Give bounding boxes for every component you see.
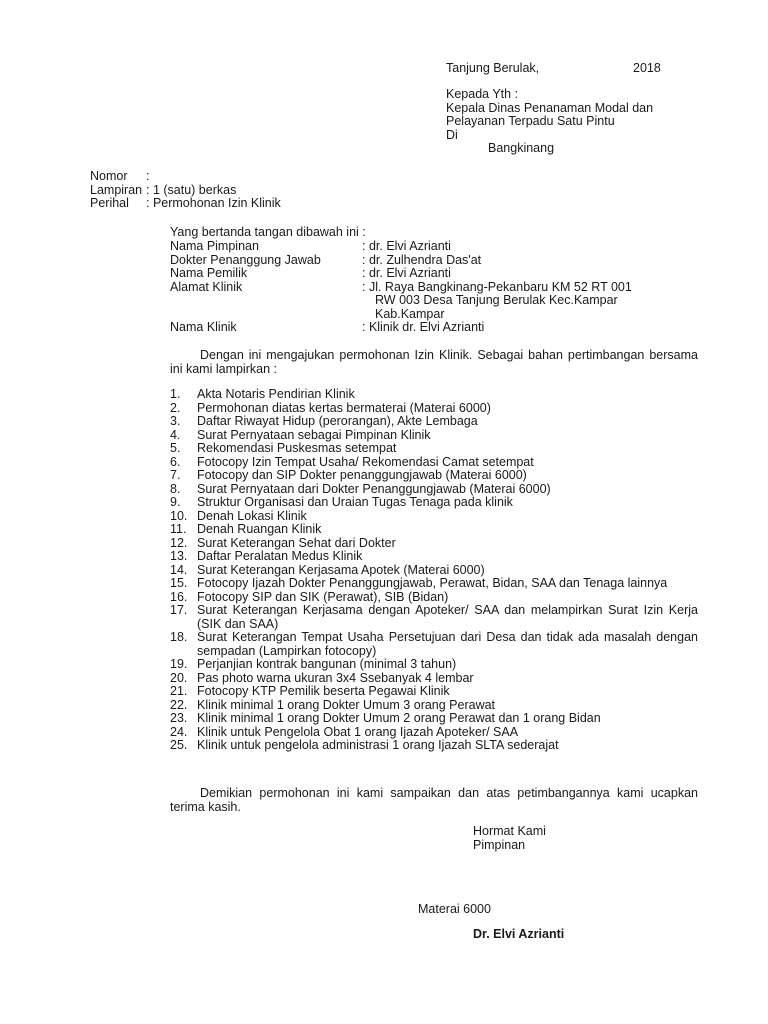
list-number: 9.: [170, 495, 181, 509]
list-text: Klinik minimal 1 orang Dokter Umum 2 orang Perawat dan 1 orang Bidan: [197, 711, 601, 725]
list-text: Klinik untuk pengelola administrasi 1 orang Ijazah SLTA sederajat: [197, 738, 559, 752]
list-text: Fotocopy KTP Pemilik beserta Pegawai Klinik: [197, 684, 450, 698]
field-value-continued: Kab.Kampar: [375, 306, 445, 321]
list-number: 8.: [170, 481, 181, 496]
list-item: [170, 672, 698, 686]
list-text: Surat Pernyataan sebagai Pimpinan Klinik: [197, 427, 431, 442]
list-text: Daftar Riwayat Hidup (perorangan), Akte Lembaga: [197, 414, 478, 428]
field-value: : dr. Elvi Azrianti: [362, 266, 451, 280]
list-item: [170, 739, 698, 753]
list-number: 25.: [170, 738, 188, 752]
list-item: [170, 456, 698, 470]
field-value-continued: RW 003 Desa Tanjung Berulak Kec.Kampar: [375, 293, 618, 307]
meta-label: Perihal: [90, 196, 129, 210]
field-label: Nama Pimpinan: [170, 239, 259, 253]
list-number: 21.: [170, 684, 188, 698]
recipient-line: Di: [446, 127, 458, 142]
list-number: 23.: [170, 711, 188, 725]
field-value: : Klinik dr. Elvi Azrianti: [362, 320, 485, 334]
list-item: [170, 550, 698, 564]
list-item: [170, 483, 698, 497]
field-label: Dokter Penanggung Jawab: [170, 252, 321, 267]
list-item: [170, 631, 698, 658]
list-item: [170, 469, 698, 483]
field-label: Nama Klinik: [170, 320, 237, 334]
list-text: Struktur Organisasi dan Uraian Tugas Tenaga pada klinik: [197, 495, 513, 509]
field-value: : dr. Elvi Azrianti: [362, 239, 451, 253]
list-number: 5.: [170, 441, 181, 455]
list-number: 17.: [170, 603, 188, 617]
meta-value: : Permohonan Izin Klinik: [146, 196, 281, 210]
list-number: 13.: [170, 549, 188, 563]
list-number: 11.: [170, 522, 187, 536]
list-text: Klinik untuk Pengelola Obat 1 orang Ijazah Apoteker/ SAA: [197, 724, 519, 739]
list-number: 6.: [170, 454, 181, 469]
field-value: : Jl. Raya Bangkinang-Pekanbaru KM 52 RT 001: [362, 279, 632, 294]
list-number: 7.: [170, 468, 181, 482]
meta-label: Nomor: [90, 169, 128, 183]
meta-value: : 1 (satu) berkas: [146, 182, 237, 197]
list-text: Surat Keterangan Kerjasama dengan Apoteker/ SAA dan melampirkan Surat Izin Kerja (SIK dan SAA): [197, 603, 698, 631]
list-number: 14.: [170, 562, 188, 577]
letter-year: 2018: [633, 61, 661, 75]
list-item: [170, 537, 698, 551]
list-number: 4.: [170, 427, 181, 442]
list-item: [170, 685, 698, 699]
request-paragraph: [170, 349, 698, 376]
recipient-line: Bangkinang: [488, 141, 555, 155]
list-text: Surat Keterangan Sehat dari Dokter: [197, 535, 396, 550]
recipient-line: Kepala Dinas Penanaman Modal dan: [446, 100, 654, 115]
list-text: Denah Lokasi Klinik: [197, 508, 307, 523]
list-text: Akta Notaris Pendirian Klinik: [197, 387, 355, 401]
list-text: Permohonan diatas kertas bermaterai (Materai 6000): [197, 400, 491, 415]
closing-paragraph: [170, 787, 698, 814]
list-item: [170, 429, 698, 443]
meta-value: :: [146, 169, 150, 183]
list-text: Surat Pernyataan dari Dokter Penanggungjawab (Materai 6000): [197, 481, 551, 496]
list-item: [170, 388, 698, 402]
letter-place: Tanjung Berulak,: [446, 61, 540, 75]
intro-line: Yang bertanda tangan dibawah ini :: [170, 225, 366, 239]
list-text: Denah Ruangan Klinik: [197, 522, 322, 536]
list-item: [170, 658, 698, 672]
signer-name: Dr. Elvi Azrianti: [473, 927, 565, 941]
list-item: [170, 523, 698, 537]
list-item: [170, 442, 698, 456]
request-paragraph-text: Dengan ini mengajukan permohonan Izin Klinik. Sebagai bahan pertimbangan bersama ini kami lampirkan :: [170, 348, 698, 376]
list-item: [170, 564, 698, 578]
list-text: Fotocopy Izin Tempat Usaha/ Rekomendasi Camat setempat: [197, 454, 534, 469]
list-text: Klinik minimal 1 orang Dokter Umum 3 orang Perawat: [197, 697, 496, 712]
list-number: 19.: [170, 657, 188, 671]
field-label: Nama Pemilik: [170, 266, 248, 280]
list-item: [170, 712, 698, 726]
list-text: Daftar Peralatan Medus Klinik: [197, 549, 363, 563]
list-number: 15.: [170, 576, 188, 590]
list-text: Rekomendasi Puskesmas setempat: [197, 441, 397, 455]
materai-label: Materai 6000: [418, 902, 491, 916]
recipient-line: Pelayanan Terpadu Satu Pintu: [446, 114, 615, 128]
list-text: Fotocopy dan SIP Dokter penanggungjawab (Materai 6000): [197, 468, 527, 482]
signature-greeting-block: [473, 825, 546, 852]
closing-paragraph-text: Demikian permohonan ini kami sampaikan dan atas petimbangannya kami ucapkan terima kasih.: [170, 786, 698, 814]
list-item: [170, 699, 698, 713]
list-text: Surat Keterangan Kerjasama Apotek (Materai 6000): [197, 562, 485, 577]
field-label: Alamat Klinik: [170, 279, 243, 294]
list-number: 18.: [170, 630, 188, 644]
signature-title: Pimpinan: [473, 837, 526, 852]
field-value: : dr. Zulhendra Das'at: [362, 252, 482, 267]
signature-greeting: Hormat Kami: [473, 824, 546, 838]
meta-label: Lampiran: [90, 182, 143, 197]
list-number: 22.: [170, 697, 188, 712]
attachment-list: [170, 388, 698, 753]
list-item: [170, 726, 698, 740]
list-item: [170, 510, 698, 524]
list-number: 10.: [170, 508, 188, 523]
list-text: Perjanjian kontrak bangunan (minimal 3 tahun): [197, 657, 457, 671]
list-number: 2.: [170, 400, 181, 415]
recipient-line: Kepada Yth :: [446, 87, 519, 101]
list-number: 3.: [170, 414, 181, 428]
list-number: 16.: [170, 589, 188, 604]
list-text: Pas photo warna ukuran 3x4 Ssebanyak 4 lembar: [197, 670, 474, 685]
list-item: [170, 577, 698, 591]
list-number: 24.: [170, 724, 188, 739]
list-item: [170, 415, 698, 429]
list-text: Surat Keterangan Tempat Usaha Persetujuan dari Desa dan tidak ada masalah dengan sempadan (Lampirkan fotocopy): [197, 630, 698, 658]
list-item: [170, 591, 698, 605]
list-item: [170, 604, 698, 631]
list-item: [170, 496, 698, 510]
list-text: Fotocopy Ijazah Dokter Penanggungjawab, Perawat, Bidan, SAA dan Tenaga lainnya: [197, 576, 668, 590]
list-number: 12.: [170, 535, 188, 550]
list-number: 20.: [170, 670, 188, 685]
list-number: 1.: [170, 387, 181, 401]
list-item: [170, 402, 698, 416]
recipient-address: [446, 88, 653, 156]
list-text: Fotocopy SIP dan SIK (Perawat), SIB (Bidan): [197, 589, 449, 604]
